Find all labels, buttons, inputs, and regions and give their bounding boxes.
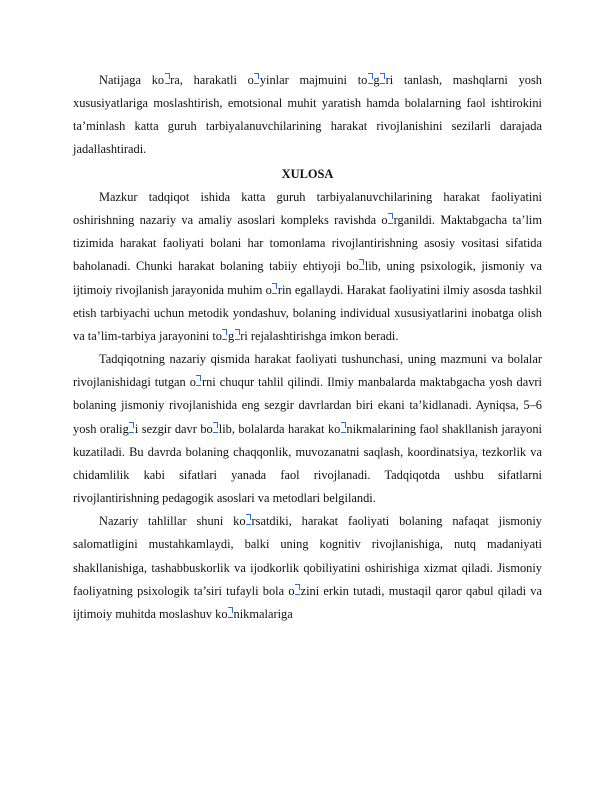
body-text-top — [73, 69, 542, 162]
apostrophe-glyph-icon — [254, 74, 259, 84]
paragraph-2: Mazkur tadqiqot ishida katta guruh tarbiyalanuvchilarining harakat faoliyatini oshirishning nazariy va amaliy asoslari kompleks ravishda o rganildi. Maktabgacha ta’lim tizimida harakat faoliyati bolani har tomonlama rivojlantirishning asosiy vositasi sifatida baholanadi. Chunki harakat bolaning tabiiy ehtiyoji bo lib, uning psixologik, jismoniy va ijtimoiy rivojlanish jarayonida muhim o rin egallaydi. Harakat faoliyatini ilmiy asosda tashkil etish tarbiyachi uchun metodik yondashuv, bolaning individual xususiyatlarini inobatga olish va ta’lim-tarbiya jarayonini to g ri rejalashtirishga imkon beradi. — [73, 190, 542, 343]
apostrophe-glyph-icon — [222, 330, 227, 340]
apostrophe-glyph-icon — [165, 74, 170, 84]
apostrophe-glyph-icon — [235, 330, 240, 340]
apostrophe-glyph-icon — [129, 423, 134, 433]
apostrophe-glyph-icon — [196, 376, 201, 386]
paragraph-4: Nazariy tahlillar shuni ko rsatdiki, harakat faoliyati bolaning nafaqat jismoniy salomatligini mustahkamlaydi, balki uning kognitiv rivojlanishiga, nutq madaniyati shakllanishiga, tashabbuskorlik va ijodkorlik qobiliyatini oshirishiga xizmat qiladi. Jismoniy faoliyatning psixologik ta’siri tufayli bola o zini erkin tutadi, mustaqil qaror qabul qiladi va ijtimoiy muhitda moslashuv ko nikmalariga — [73, 514, 542, 621]
apostrophe-glyph-icon — [295, 585, 300, 595]
apostrophe-glyph-icon — [228, 608, 233, 618]
apostrophe-glyph-icon — [246, 515, 251, 525]
apostrophe-glyph-icon — [272, 284, 277, 294]
section-heading: XULOSA — [281, 167, 334, 181]
apostrophe-glyph-icon — [388, 214, 393, 224]
body-text-main — [73, 186, 542, 626]
apostrophe-glyph-icon — [213, 423, 218, 433]
paragraph-3: Tadqiqotning nazariy qismida harakat faoliyati tushunchasi, uning mazmuni va bolalar rivojlanishidagi tutgan o rni chuqur tahlil qilindi. Ilmiy manbalarda maktabgacha yosh davri bolaning jismoniy rivojlanishida eng sezgir davrlardan biri ekani ta’kidlanadi. Ayniqsa, 5–6 yosh oralig i sezgir davr bo lib, bolalarda harakat ko nikmalarining faol shakllanish jarayoni kuzatiladi. Bu davrda bolaning chaqqonlik, muvozanatni saqlash, koordinatsiya, tezkorlik va chidamlilik kabi sifatlari yanada faol rivojlanadi. Tadqiqotda ushbu sifatlarni rivojlantirishning pedagogik asoslari va metodlari belgilandi. — [73, 352, 543, 506]
apostrophe-glyph-icon — [341, 423, 346, 433]
paragraph-1: Natijaga ko ra, harakatli o yinlar majmuini to g ri tanlash, mashqlarni yosh xususiyatlariga moslashtirish, emotsional muhit yaratish hamda bolalarning faol ishtirokini ta’minlash katta guruh tarbiyalanuvchilarining harakat rivojlanishini sezilarli darajada jadallashtiradi. — [73, 73, 542, 157]
apostrophe-glyph-icon — [359, 260, 364, 270]
apostrophe-glyph-icon — [368, 74, 373, 84]
apostrophe-glyph-icon — [380, 74, 385, 84]
